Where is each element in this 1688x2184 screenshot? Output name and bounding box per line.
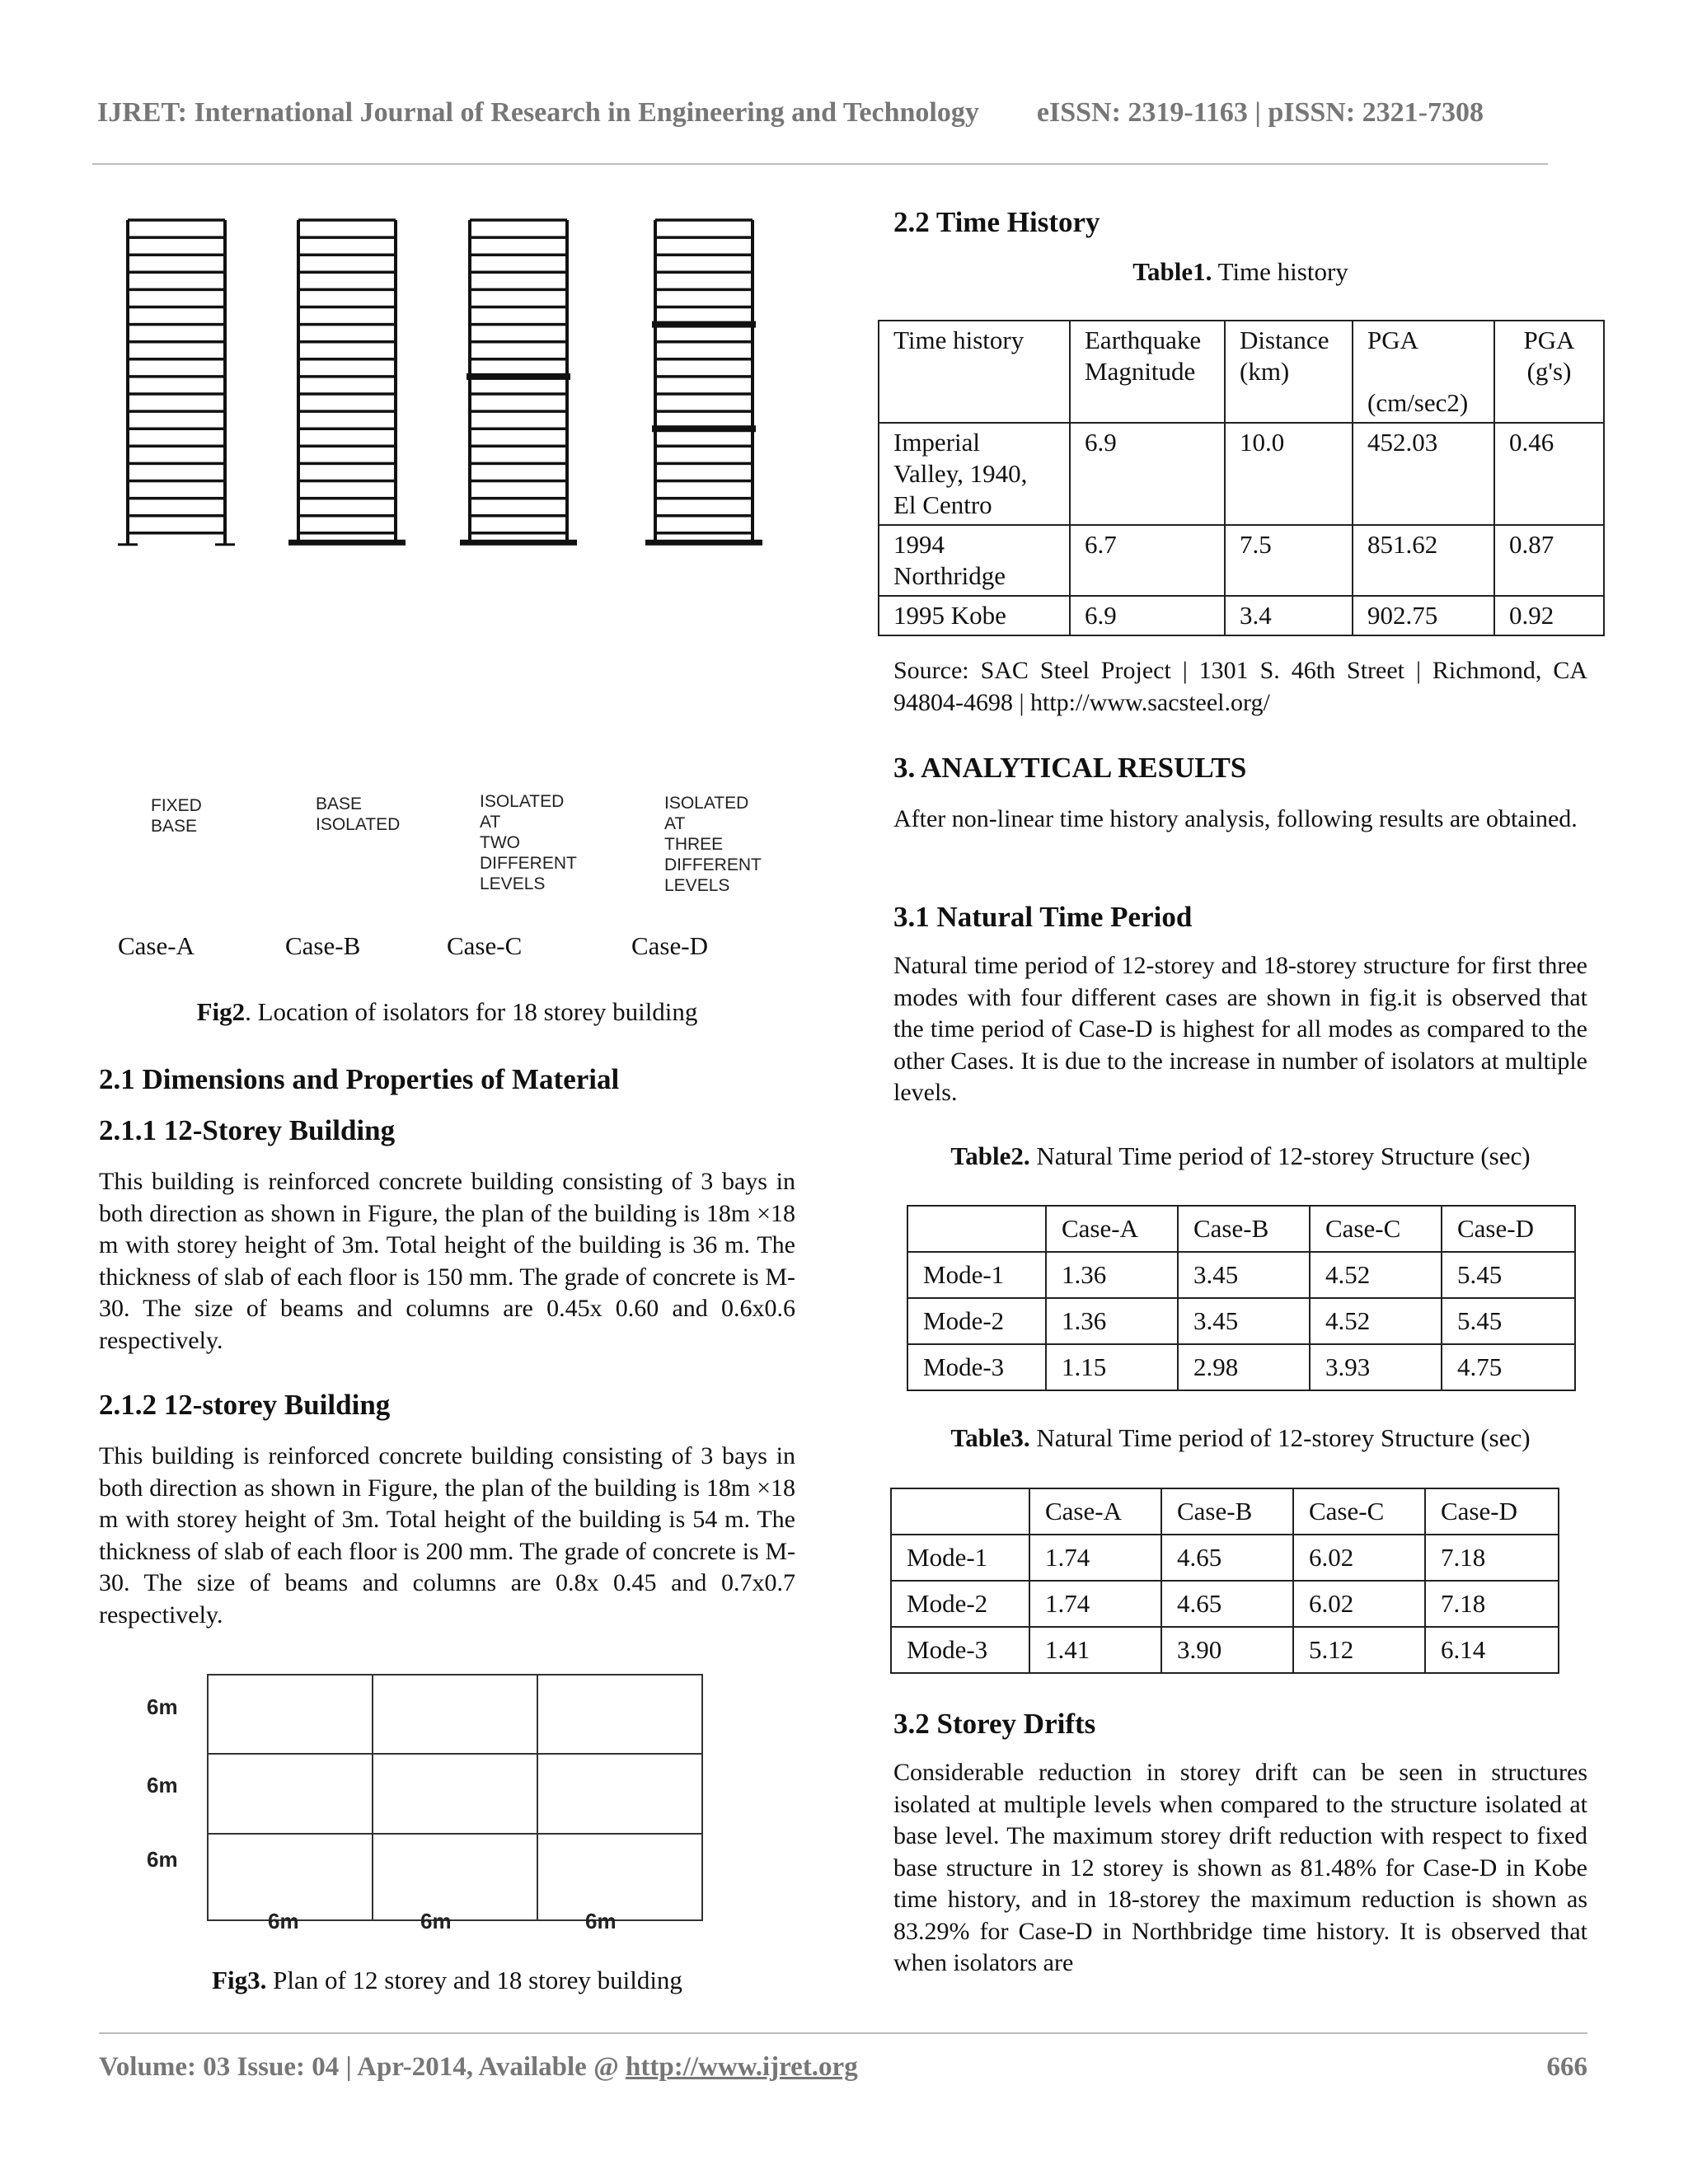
frame-label-d: ISOLATED AT THREE DIFFERENT LEVELS <box>664 794 762 895</box>
table-cell: 3.45 <box>1178 1298 1310 1344</box>
table-cell: 0.92 <box>1494 596 1604 635</box>
section-2-1-1-text: This building is reinforced concrete building consisting of 3 bays in both direction as shown in Figure, the plan of the building is 18m ×18 m with storey height of 3m. Total height of the building is 36 m. The thickness of slab of each floor is 150 mm. The grade of concrete is M-30. The size of beams and columns are 0.45x 0.60 and 0.6x0.6 respectively. <box>99 1168 795 1354</box>
table-header-cell <box>891 1488 1029 1535</box>
table-row <box>891 1581 1559 1627</box>
section-3-heading: 3. ANALYTICAL RESULTS <box>893 752 1247 784</box>
table-cell: 10.0 <box>1225 423 1353 525</box>
base-isolator <box>288 540 406 546</box>
table-cell: 2.98 <box>1178 1344 1310 1390</box>
table-header-cell: Case-D <box>1442 1206 1575 1252</box>
table-cell: 6.9 <box>1070 423 1225 525</box>
table-cell: 0.87 <box>1494 525 1604 596</box>
page-footer <box>99 2052 1587 2083</box>
table-cell: Imperial Valley, 1940, El Centro <box>879 423 1070 525</box>
table-cell: 1.41 <box>1029 1627 1161 1673</box>
table-cell: 3.4 <box>1225 596 1353 635</box>
table-cell: Mode-3 <box>891 1627 1029 1673</box>
table-header-cell: PGA (g's) <box>1494 321 1604 423</box>
table-row <box>879 525 1604 596</box>
table-cell: 1.36 <box>1046 1298 1178 1344</box>
table-header-row <box>891 1488 1559 1535</box>
section-3-1-heading: 3.1 Natural Time Period <box>893 901 1193 933</box>
table-row <box>907 1298 1575 1344</box>
fig3-plan-drawing <box>132 1665 725 1937</box>
plan-dim-col-1: 6m <box>268 1909 299 1933</box>
plan-dim-row-1: 6m <box>147 1694 178 1719</box>
table-header-cell: Case-C <box>1293 1488 1425 1535</box>
issn: eISSN: 2319-1163 | pISSN: 2321-7308 <box>1036 97 1484 128</box>
plan-dim-col-2: 6m <box>420 1909 452 1933</box>
frame-label-c: ISOLATED AT TWO DIFFERENT LEVELS <box>480 792 577 893</box>
frame-label-b: BASE ISOLATED <box>316 794 401 834</box>
table-cell: Mode-2 <box>891 1581 1029 1627</box>
table-cell: 4.75 <box>1442 1344 1575 1390</box>
table-cell: 6.9 <box>1070 596 1225 635</box>
plan-outline <box>208 1675 702 1920</box>
section-3-2-heading: 3.2 Storey Drifts <box>893 1708 1096 1740</box>
case-label-a: Case-A <box>118 931 195 960</box>
plan-dim-row-2: 6m <box>147 1773 178 1797</box>
table-header-cell: Case-B <box>1178 1206 1310 1252</box>
footer-volume: Volume: 03 Issue: 04 | Apr-2014, Available @ <box>99 2052 626 2082</box>
table-cell: 1.36 <box>1046 1252 1178 1298</box>
table-cell: 3.90 <box>1161 1627 1293 1673</box>
table-cell: 4.65 <box>1161 1581 1293 1627</box>
table-row <box>879 596 1604 635</box>
table-header-cell: Distance (km) <box>1225 321 1353 423</box>
base-isolator <box>460 540 577 546</box>
table-cell: 0.46 <box>1494 423 1604 525</box>
table-header-cell: Case-A <box>1046 1206 1178 1252</box>
table-cell: 1994 Northridge <box>879 525 1070 596</box>
section-3-2-text: Considerable reduction in storey drift can be seen in structures isolated at multiple levels when compared to the structure isolated at base level. The maximum storey drift reduction with respect to fixed base structure in 12 storey is shown as 81.48% for Case-D in Kobe time history, and in 18-storey the maximum reduction is shown as 83.29% for Case-D in Northbridge time history. It is observed that when isolators are <box>893 1759 1587 1976</box>
table-row <box>879 423 1604 525</box>
table-cell: 1995 Kobe <box>879 596 1070 635</box>
table-cell: 5.12 <box>1293 1627 1425 1673</box>
table-cell: 851.62 <box>1353 525 1494 596</box>
frame-label-a: FIXED BASE <box>151 796 202 836</box>
table-cell: 5.45 <box>1442 1298 1575 1344</box>
base-isolator <box>645 540 762 546</box>
fig2-frames-drawing <box>107 210 783 787</box>
section-3-1-text: Natural time period of 12-storey and 18-storey structure for first three modes with four different cases are shown in fig.it is observed that the time period of Case-D is highest for all modes as compared to the other Cases. It is due to the increase in number of isolators at multiple levels. <box>893 952 1587 1106</box>
source-note: Source: SAC Steel Project | 1301 S. 46th Street | Richmond, CA 94804-4698 | http://www.sacsteel.org/ <box>893 657 1587 716</box>
table-cell: 7.18 <box>1425 1535 1559 1581</box>
table-cell: 6.7 <box>1070 525 1225 596</box>
table-header-cell <box>907 1206 1046 1252</box>
table-cell: 6.02 <box>1293 1535 1425 1581</box>
table-cell: 1.15 <box>1046 1344 1178 1390</box>
table-cell: 7.5 <box>1225 525 1353 596</box>
table-row <box>907 1344 1575 1390</box>
table-cell: 3.93 <box>1310 1344 1442 1390</box>
table-cell: 3.45 <box>1178 1252 1310 1298</box>
journal-title: IJRET: International Journal of Research in Engineering and Technology <box>97 97 979 128</box>
case-label-b: Case-B <box>285 931 361 960</box>
table-header-cell: Case-C <box>1310 1206 1442 1252</box>
intermediate-isolator <box>467 373 570 380</box>
table2-caption: Table2. Natural Time period of 12-storey Structure (sec) <box>950 1141 1531 1170</box>
table-header-row <box>907 1206 1575 1252</box>
table-header-cell: PGA (cm/sec2) <box>1353 321 1494 423</box>
section-2-1-heading: 2.1 Dimensions and Properties of Material <box>99 1063 620 1095</box>
table1-time-history <box>878 320 1605 636</box>
table-cell: 6.02 <box>1293 1581 1425 1627</box>
plan-dim-col-3: 6m <box>585 1909 617 1933</box>
intermediate-isolator <box>652 321 756 328</box>
table-header-cell: Time history <box>879 321 1070 423</box>
page-number: 666 <box>1546 2052 1587 2082</box>
table-header-cell: Case-B <box>1161 1488 1293 1535</box>
case-label-d: Case-D <box>631 931 708 960</box>
table2-natural-period-12 <box>907 1205 1576 1391</box>
table-cell: 452.03 <box>1353 423 1494 525</box>
table-row <box>891 1627 1559 1673</box>
section-2-1-2-text: This building is reinforced concrete building consisting of 3 bays in both direction as shown in Figure, the plan of the building is 18m ×18 m with storey height of 3m. Total height of the building is 54 m. The thickness of slab of each floor is 200 mm. The grade of concrete is M-30. The size of beams and columns are 0.8x 0.45 and 0.7x0.7 respectively. <box>99 1442 795 1629</box>
table-header-cell: Case-A <box>1029 1488 1161 1535</box>
table-header-row <box>879 321 1604 423</box>
table-cell: 1.74 <box>1029 1581 1161 1627</box>
table-cell: 7.18 <box>1425 1581 1559 1627</box>
section-3-text: After non-linear time history analysis, following results are obtained. <box>893 805 1578 832</box>
journal-link[interactable]: http://www.ijret.org <box>626 2052 858 2082</box>
table-row <box>891 1535 1559 1581</box>
plan-dim-row-3: 6m <box>147 1847 178 1872</box>
table3-natural-period-18 <box>890 1488 1559 1674</box>
running-header <box>97 97 1484 129</box>
section-2-1-2-heading: 2.1.2 12-storey Building <box>99 1389 391 1421</box>
table-cell: 1.74 <box>1029 1535 1161 1581</box>
header-rule <box>92 163 1548 165</box>
table-cell: Mode-1 <box>891 1535 1029 1581</box>
table-cell: 4.52 <box>1310 1298 1442 1344</box>
intermediate-isolator <box>652 425 756 432</box>
table-cell: 6.14 <box>1425 1627 1559 1673</box>
table-cell: 4.52 <box>1310 1252 1442 1298</box>
section-2-2-heading: 2.2 Time History <box>893 206 1100 238</box>
table-cell: 4.65 <box>1161 1535 1293 1581</box>
case-label-c: Case-C <box>447 931 523 960</box>
table-row <box>907 1252 1575 1298</box>
table1-caption: Table1. Time history <box>1132 257 1348 286</box>
fig2-caption: Fig2. Location of isolators for 18 storey building <box>196 997 698 1026</box>
footer-rule <box>99 2032 1587 2034</box>
table-header-cell: Earthquake Magnitude <box>1070 321 1225 423</box>
table-cell: 902.75 <box>1353 596 1494 635</box>
fig3-caption: Fig3. Plan of 12 storey and 18 storey building <box>212 1966 682 1994</box>
table-cell: Mode-2 <box>907 1298 1046 1344</box>
section-2-1-1-heading: 2.1.1 12-Storey Building <box>99 1114 396 1146</box>
table-header-cell: Case-D <box>1425 1488 1559 1535</box>
table3-caption: Table3. Natural Time period of 12-storey Structure (sec) <box>950 1423 1531 1452</box>
table-cell: 5.45 <box>1442 1252 1575 1298</box>
table-cell: Mode-1 <box>907 1252 1046 1298</box>
table-cell: Mode-3 <box>907 1344 1046 1390</box>
